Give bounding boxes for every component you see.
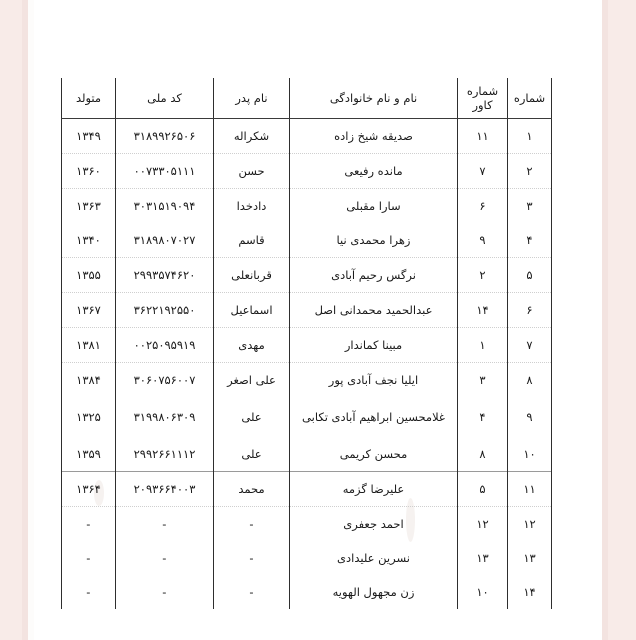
cell-row-number: ۱۰ bbox=[508, 437, 552, 472]
cell-father-name: قربانعلی bbox=[214, 258, 290, 293]
scan-margin-right bbox=[608, 0, 636, 640]
cell-row-number: ۱۱ bbox=[508, 472, 552, 507]
cell-full-name: عبدالحمید محمدانی اصل bbox=[290, 293, 458, 328]
cell-father-name: دادخدا bbox=[214, 189, 290, 224]
cell-cover-number: ۱۱ bbox=[458, 119, 508, 154]
cell-cover-number: ۴ bbox=[458, 397, 508, 437]
cell-national-id: ۳۱۸۹۹۲۶۵۰۶ bbox=[116, 119, 214, 154]
cell-row-number: ۵ bbox=[508, 258, 552, 293]
cell-birth-year: ۱۳۸۱ bbox=[62, 328, 116, 363]
cell-full-name: غلامحسین ابراهیم آبادی تکابی bbox=[290, 397, 458, 437]
cell-national-id: ۲۹۹۳۵۷۴۶۲۰ bbox=[116, 258, 214, 293]
cell-full-name: نسرین علیدادی bbox=[290, 541, 458, 575]
cell-row-number: ۴ bbox=[508, 223, 552, 258]
cell-row-number: ۹ bbox=[508, 397, 552, 437]
records-table-container bbox=[62, 78, 552, 609]
cell-father-name: علی اصغر bbox=[214, 363, 290, 398]
table-row bbox=[62, 541, 552, 575]
cell-father-name: - bbox=[214, 507, 290, 542]
cell-birth-year: ۱۳۶۷ bbox=[62, 293, 116, 328]
records-table bbox=[61, 78, 552, 609]
table-row bbox=[62, 328, 552, 363]
cell-row-number: ۶ bbox=[508, 293, 552, 328]
cell-row-number: ۳ bbox=[508, 189, 552, 224]
cell-birth-year: ۱۳۸۴ bbox=[62, 363, 116, 398]
cell-cover-number: ۱۳ bbox=[458, 541, 508, 575]
cell-father-name: علی bbox=[214, 437, 290, 472]
cell-full-name: زهرا محمدی نیا bbox=[290, 223, 458, 258]
column-header-cover-number: شماره کاور bbox=[458, 78, 508, 119]
table-row bbox=[62, 363, 552, 398]
cell-father-name: علی bbox=[214, 397, 290, 437]
cell-birth-year: ۱۳۴۰ bbox=[62, 223, 116, 258]
table-body bbox=[62, 119, 552, 610]
cell-row-number: ۱۳ bbox=[508, 541, 552, 575]
table-row bbox=[62, 472, 552, 507]
cell-national-id: ۲۹۹۲۶۶۱۱۱۲ bbox=[116, 437, 214, 472]
cell-full-name: مانده رفیعی bbox=[290, 154, 458, 189]
cell-birth-year: ۱۳۴۹ bbox=[62, 119, 116, 154]
cell-father-name: قاسم bbox=[214, 223, 290, 258]
cell-national-id: ۳۰۶۰۷۵۶۰۰۷ bbox=[116, 363, 214, 398]
cell-full-name: زن مجهول الهویه bbox=[290, 575, 458, 609]
column-header-father-name: نام پدر bbox=[214, 78, 290, 119]
cell-national-id: ۳۶۲۲۱۹۲۵۵۰ bbox=[116, 293, 214, 328]
cell-cover-number: ۶ bbox=[458, 189, 508, 224]
cell-national-id: - bbox=[116, 507, 214, 542]
table-row bbox=[62, 507, 552, 542]
cell-cover-number: ۳ bbox=[458, 363, 508, 398]
cell-birth-year: - bbox=[62, 541, 116, 575]
cell-birth-year: ۱۳۶۰ bbox=[62, 154, 116, 189]
cell-national-id: ۳۱۸۹۸۰۷۰۲۷ bbox=[116, 223, 214, 258]
table-row bbox=[62, 258, 552, 293]
cell-row-number: ۱۴ bbox=[508, 575, 552, 609]
column-header-row-number: شماره bbox=[508, 78, 552, 119]
cell-full-name: احمد جعفری bbox=[290, 507, 458, 542]
cell-cover-number: ۲ bbox=[458, 258, 508, 293]
paper-sheet bbox=[34, 0, 602, 640]
cell-birth-year: ۱۳۵۹ bbox=[62, 437, 116, 472]
scan-margin-left-inner bbox=[22, 0, 28, 640]
cell-cover-number: ۱۲ bbox=[458, 507, 508, 542]
column-header-birth-year: متولد bbox=[62, 78, 116, 119]
table-row bbox=[62, 189, 552, 224]
cell-full-name: صدیقه شیخ زاده bbox=[290, 119, 458, 154]
table-row bbox=[62, 397, 552, 437]
scan-margin-right-inner bbox=[602, 0, 608, 640]
cell-national-id: ۳۱۹۹۸۰۶۳۰۹ bbox=[116, 397, 214, 437]
cell-national-id: ۰۰۷۳۳۰۵۱۱۱ bbox=[116, 154, 214, 189]
cell-cover-number: ۸ bbox=[458, 437, 508, 472]
table-row bbox=[62, 154, 552, 189]
cell-row-number: ۱ bbox=[508, 119, 552, 154]
cell-birth-year: - bbox=[62, 575, 116, 609]
cell-birth-year: ۱۳۲۵ bbox=[62, 397, 116, 437]
cell-father-name: - bbox=[214, 575, 290, 609]
cell-birth-year: ۱۳۶۴ bbox=[62, 472, 116, 507]
cell-row-number: ۷ bbox=[508, 328, 552, 363]
table-row bbox=[62, 119, 552, 154]
cell-father-name: محمد bbox=[214, 472, 290, 507]
cell-birth-year: ۱۳۵۵ bbox=[62, 258, 116, 293]
cell-father-name: شکراله bbox=[214, 119, 290, 154]
cell-row-number: ۱۲ bbox=[508, 507, 552, 542]
cell-cover-number: ۱۰ bbox=[458, 575, 508, 609]
cell-full-name: ایلیا نجف آبادی پور bbox=[290, 363, 458, 398]
table-header bbox=[62, 78, 552, 119]
cell-cover-number: ۵ bbox=[458, 472, 508, 507]
cell-national-id: - bbox=[116, 541, 214, 575]
column-header-full-name: نام و نام خانوادگی bbox=[290, 78, 458, 119]
cell-row-number: ۸ bbox=[508, 363, 552, 398]
column-header-national-id: کد ملی bbox=[116, 78, 214, 119]
cell-cover-number: ۹ bbox=[458, 223, 508, 258]
cell-national-id: - bbox=[116, 575, 214, 609]
cell-cover-number: ۱ bbox=[458, 328, 508, 363]
cell-national-id: ۳۰۳۱۵۱۹۰۹۴ bbox=[116, 189, 214, 224]
table-row bbox=[62, 575, 552, 609]
cell-full-name: سارا مقبلی bbox=[290, 189, 458, 224]
table-row bbox=[62, 223, 552, 258]
cell-national-id: ۰۰۲۵۰۹۵۹۱۹ bbox=[116, 328, 214, 363]
cell-birth-year: - bbox=[62, 507, 116, 542]
cell-full-name: نرگس رحیم آبادی bbox=[290, 258, 458, 293]
cell-father-name: اسماعیل bbox=[214, 293, 290, 328]
table-row bbox=[62, 437, 552, 472]
cell-birth-year: ۱۳۶۳ bbox=[62, 189, 116, 224]
cell-father-name: مهدی bbox=[214, 328, 290, 363]
cell-cover-number: ۷ bbox=[458, 154, 508, 189]
cell-full-name: مبینا کماندار bbox=[290, 328, 458, 363]
cell-national-id: ۲۰۹۳۶۶۴۰۰۳ bbox=[116, 472, 214, 507]
cell-cover-number: ۱۴ bbox=[458, 293, 508, 328]
cell-row-number: ۲ bbox=[508, 154, 552, 189]
cell-full-name: علیرضا گزمه bbox=[290, 472, 458, 507]
table-row bbox=[62, 293, 552, 328]
cell-father-name: - bbox=[214, 541, 290, 575]
cell-father-name: حسن bbox=[214, 154, 290, 189]
cell-full-name: محسن کریمی bbox=[290, 437, 458, 472]
table-header-row bbox=[62, 78, 552, 119]
scan-margin-left bbox=[0, 0, 22, 640]
